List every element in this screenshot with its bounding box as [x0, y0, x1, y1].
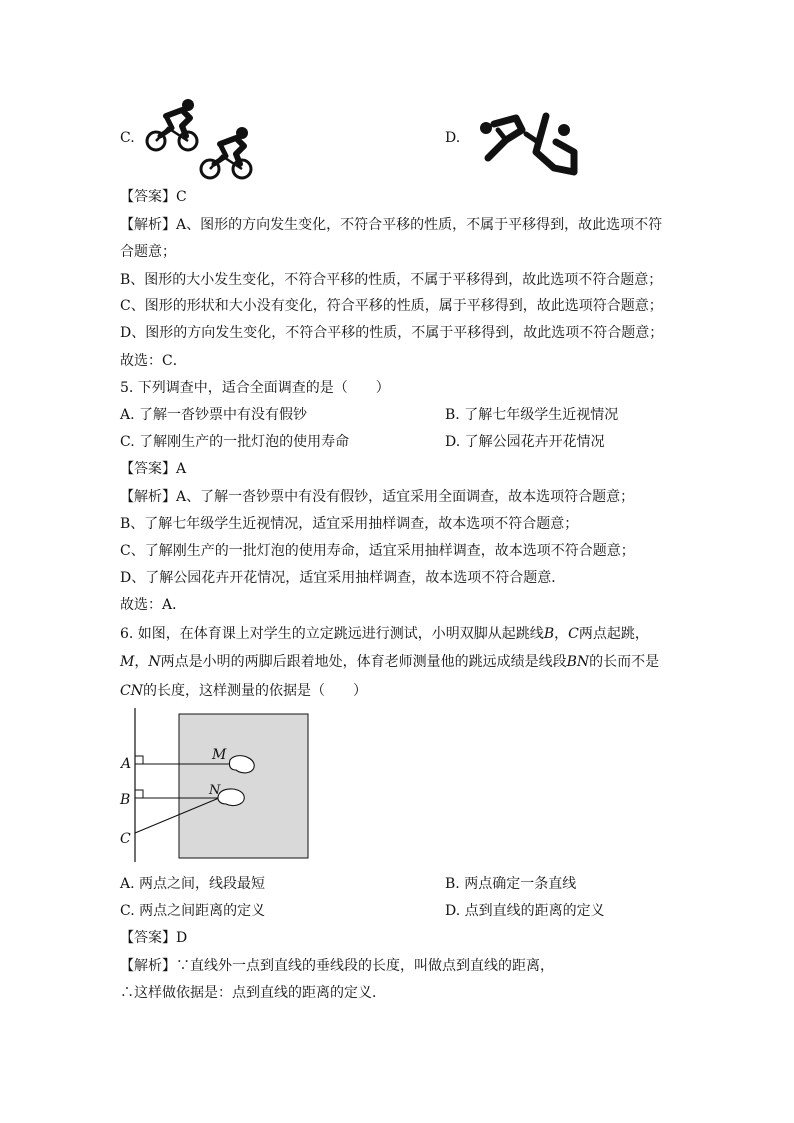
q6-question-line-1: 6. 如图，在体育课上对学生的立定跳远进行测试，小明双脚从起跳线B，C两点起跳，	[120, 626, 649, 642]
q5-option-a: A. 了解一沓钞票中有没有假钞	[120, 407, 308, 423]
label-m: M	[212, 747, 227, 763]
q4-answer: 【答案】C	[120, 189, 187, 205]
q4-analysis-line: D、图形的方向发生变化，不符合平移的性质，不属于平移得到，故此选项不符合题意；	[120, 325, 664, 341]
q5-option-d: D. 了解公园花卉开花情况	[445, 434, 605, 450]
footprint-n	[218, 789, 244, 806]
rotated-runner-icon	[476, 112, 582, 180]
label-n: N	[209, 783, 221, 798]
q6-analysis-line: ∴这样做依据是：点到直线的距离的定义．	[120, 985, 386, 1001]
q6-option-d: D. 点到直线的距离的定义	[445, 903, 605, 919]
two-cyclists-icon	[138, 96, 258, 180]
q5-analysis-line: D、了解公园花卉开花情况，适宜采用抽样调查，故本选项不符合题意．	[120, 570, 566, 586]
q5-analysis-line: 【解析】A、了解一沓钞票中有没有假钞，适宜采用全面调查，故本选项符合题意；	[120, 489, 635, 505]
q4-analysis-line: 【解析】A、图形的方向发生变化，不符合平移的性质，不属于平移得到，故此选项不符	[120, 217, 663, 233]
q4-analysis-line: B、图形的大小发生变化，不符合平移的性质，不属于平移得到，故此选项不符合题意；	[120, 272, 663, 288]
label-b: B	[120, 792, 131, 808]
q6-question-line-3: CN的长度，这样测量的依据是（ ）	[120, 683, 367, 699]
q5-analysis-line: C、了解刚生产的一批灯泡的使用寿命，适宜采用抽样调查，故本选项不符合题意；	[120, 543, 635, 559]
q6-answer: 【答案】D	[120, 930, 188, 946]
q4-analysis-line: C、图形的形状和大小没有变化，符合平移的性质，属于平移得到，故此选项符合题意；	[120, 298, 663, 314]
label-c: C	[120, 831, 131, 847]
q4-analysis-line: 故选：C．	[120, 353, 187, 369]
q5-answer: 【答案】A	[120, 461, 187, 477]
q6-option-b: B. 两点确定一条直线	[445, 876, 577, 892]
sand-pit	[179, 714, 308, 858]
q6-analysis-line: 【解析】∵直线外一点到直线的垂线段的长度，叫做点到直线的距离，	[120, 958, 554, 974]
q5-option-c: C. 了解刚生产的一批灯泡的使用寿命	[120, 434, 350, 450]
label-a: A	[121, 756, 132, 772]
q4-option-d-label: D.	[445, 130, 461, 146]
q5-question: 5. 下列调查中，适合全面调查的是（ ）	[120, 380, 390, 396]
q6-option-a: A. 两点之间，线段最短	[120, 876, 266, 892]
long-jump-figure	[112, 704, 318, 864]
q4-option-c-label: C.	[120, 130, 135, 146]
q5-option-b: B. 了解七年级学生近视情况	[445, 407, 619, 423]
q5-analysis-line: B、了解七年级学生近视情况，适宜采用抽样调查，故本选项不符合题意；	[120, 516, 579, 532]
q4-analysis-line: 合题意；	[120, 244, 176, 260]
q6-question-line-2: M，N两点是小明的两脚后跟着地处，体育老师测量他的跳远成绩是线段BN的长而不是	[120, 654, 660, 670]
q5-analysis-line: 故选：A．	[120, 597, 187, 613]
q6-option-c: C. 两点之间距离的定义	[120, 903, 266, 919]
